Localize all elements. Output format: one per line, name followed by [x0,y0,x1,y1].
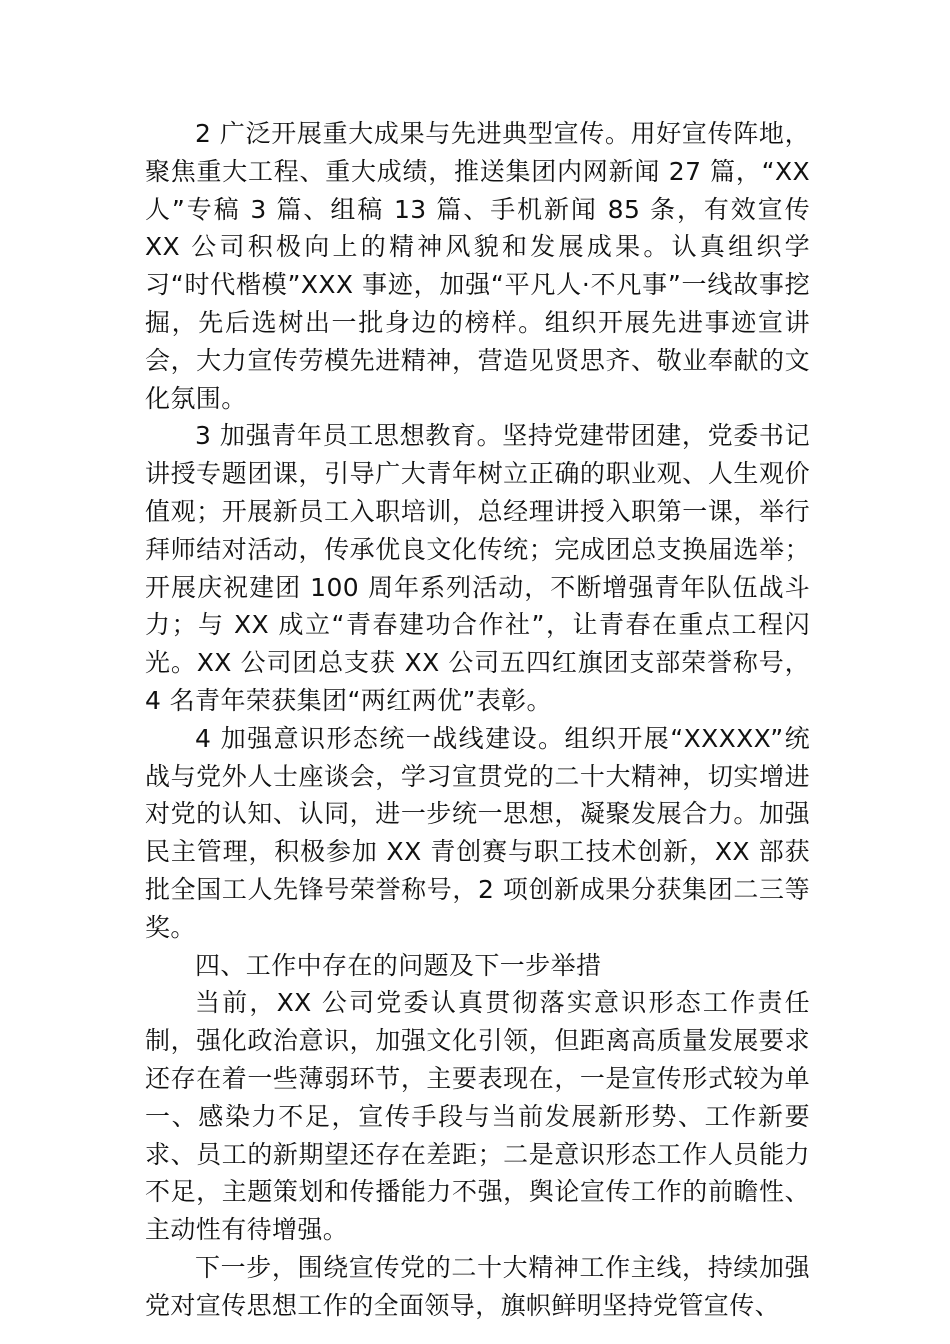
paragraph-current-problems: 当前，XX 公司党委认真贯彻落实意识形态工作责任制，强化政治意识，加强文化引领，但距离高质量发展要求还存在着一些薄弱环节，主要表现在，一是宣传形式较为单一、感染力不足，宣传手段与当前发展新形势、工作新要求、员工的新期望还存在差距；二是意识形态工作人员能力不足，主题策划和传播能力不强，舆论宣传工作的前瞻性、主动性有待增强。 [145,988,810,1245]
section-heading-problems-next-steps: 四、工作中存在的问题及下一步举措 [195,950,602,980]
paragraph-united-front: 4 加强意识形态统一战线建设。组织开展“XXXXX”统战与党外人士座谈会，学习宣贯党的二十大精神，切实增进对党的认知、认同，进一步统一思想，凝聚发展合力。加强民主管理，积极参加 XX 青创赛与职工技术创新，XX 部获批全国工人先锋号荣誉称号，2 项创新成果分获集团二三等奖。 [145,723,810,942]
paragraph-next-steps: 下一步，围绕宣传党的二十大精神工作主线，持续加强党对宣传思想工作的全面领导，旗帜鲜明坚持党管宣传、 [145,1252,810,1320]
document-body [145,115,810,1325]
paragraph-publicity-achievements: 2 广泛开展重大成果与先进典型宣传。用好宣传阵地，聚焦重大工程、重大成绩，推送集团内网新闻 27 篇，“XX 人”专稿 3 篇、组稿 13 篇、手机新闻 85 条，有效宣传 XX 公司积极向上的精神风貌和发展成果。认真组织学习“时代楷模”XXX 事迹，加强“平凡人·不凡事”一线故事挖掘，先后选树出一批身边的榜样。组织开展先进事迹宣讲会，大力宣传劳模先进精神，营造见贤思齐、敬业奉献的文化氛围。 [145,119,810,413]
paragraph-youth-education: 3 加强青年员工思想教育。坚持党建带团建，党委书记讲授专题团课，引导广大青年树立正确的职业观、人生观价值观；开展新员工入职培训，总经理讲授入职第一课，举行拜师结对活动，传承优良文化传统；完成团总支换届选举；开展庆祝建团 100 周年系列活动，不断增强青年队伍战斗力；与 XX 成立“青春建功合作社”，让青春在重点工程闪光。XX 公司团总支获 XX 公司五四红旗团支部荣誉称号，4 名青年荣获集团“两红两优”表彰。 [145,421,810,715]
